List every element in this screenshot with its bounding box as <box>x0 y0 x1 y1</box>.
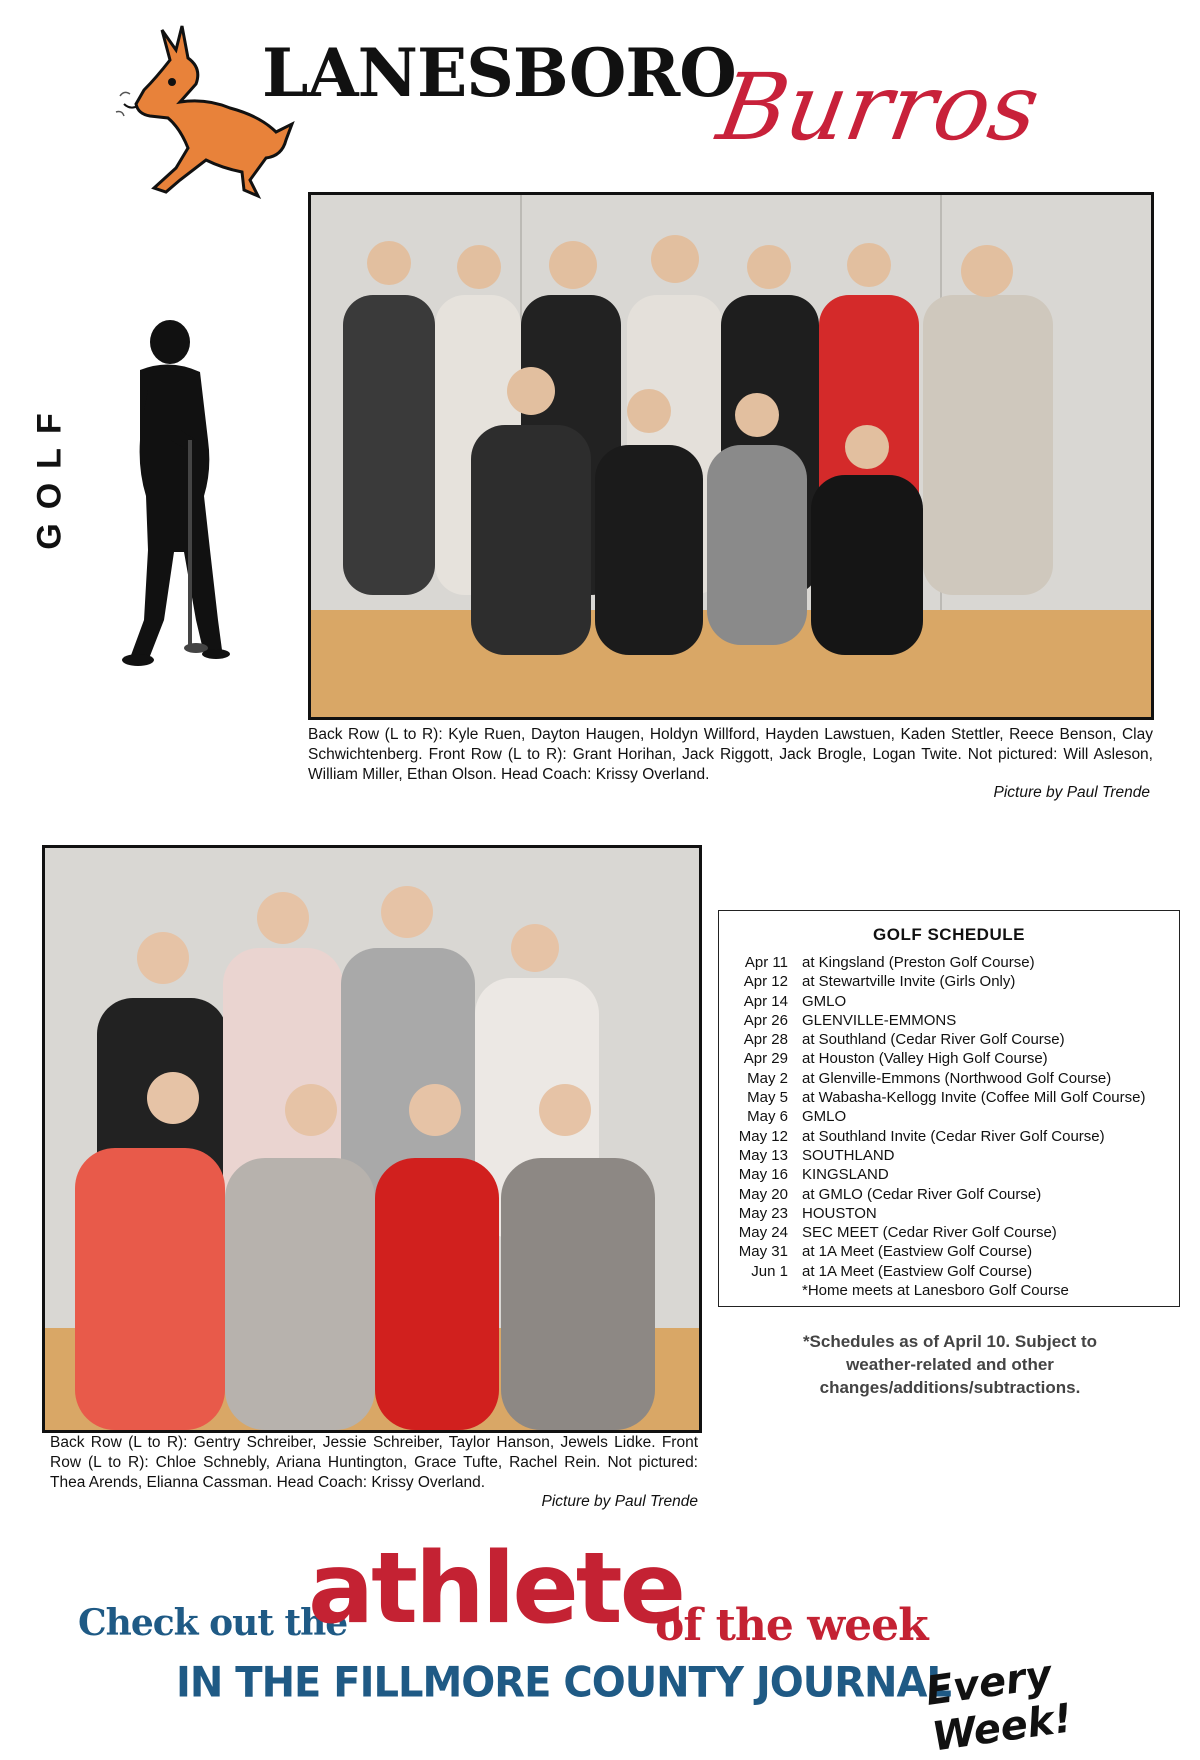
schedule-row <box>733 1223 1173 1242</box>
schedule-date: May 31 <box>738 1243 788 1261</box>
schedule-date: Jun 1 <box>751 1262 788 1280</box>
schedule-date: Apr 28 <box>743 1031 788 1049</box>
schedule-row <box>733 1088 1173 1107</box>
schedule-event: at 1A Meet (Eastview Golf Course) <box>802 1262 1033 1280</box>
schedule-date: May 16 <box>738 1166 788 1184</box>
schedule-row <box>733 1030 1173 1049</box>
page-title: LANESBORO <box>262 34 736 112</box>
schedule-date: Apr 26 <box>743 1011 788 1029</box>
banner-every-week-text: Every Week! <box>922 1651 1076 1760</box>
schedule-date: May 23 <box>738 1204 788 1222</box>
schedule-date: May 13 <box>738 1146 788 1164</box>
schedule-date: May 20 <box>738 1185 788 1203</box>
team-name-script: Burros <box>710 54 1047 161</box>
schedule-row <box>733 1069 1173 1088</box>
schedule-row <box>733 1185 1173 1204</box>
schedule-note: *Schedules as of April 10. Subject to weather-related and other changes/additions/subtractions. <box>802 1332 1098 1397</box>
schedule-row <box>733 1146 1173 1165</box>
schedule-list <box>733 953 1173 1300</box>
boys-team-photo <box>308 192 1154 720</box>
schedule-row <box>733 992 1173 1011</box>
boys-photo-caption: Back Row (L to R): Kyle Ruen, Dayton Haugen, Holdyn Willford, Hayden Lawstuen, Kaden Stettler, Reece Benson, Clay Schwichtenberg. Front Row (L to R): Grant Horihan, Jack Riggott, Jack Brogle, Logan Twite. Not pictured: Will Asleson, William Miller, Ethan Olson. Head Coach: Krissy Overland. <box>308 726 1153 783</box>
schedule-date: Apr 14 <box>743 992 788 1010</box>
girls-photo-caption: Back Row (L to R): Gentry Schreiber, Jessie Schreiber, Taylor Hanson, Jewels Lidke. Front Row (L to R): Chloe Schnebly, Ariana Huntington, Grace Tufte, Rachel Rein. Not pictured: Thea Arends, Elianna Cassman. Head Coach: Krissy Overland. <box>50 1434 698 1491</box>
schedule-row <box>733 1262 1173 1281</box>
schedule-event: KINGSLAND <box>802 1166 889 1184</box>
schedule-row <box>733 1107 1173 1126</box>
schedule-event: at GMLO (Cedar River Golf Course) <box>802 1185 1042 1203</box>
girls-photo-credit: Picture by Paul Trende <box>541 1493 698 1510</box>
schedule-event: at Wabasha-Kellogg Invite (Coffee Mill Golf Course) <box>802 1089 1146 1107</box>
schedule-event: at Houston (Valley High Golf Course) <box>802 1050 1048 1068</box>
boys-photo-credit: Picture by Paul Trende <box>993 784 1150 801</box>
schedule-event: GMLO <box>802 992 847 1010</box>
schedule-date: May 6 <box>747 1108 788 1126</box>
banner-athlete-text: athlete <box>308 1532 684 1646</box>
schedule-event: SOUTHLAND <box>802 1146 895 1164</box>
girls-team-photo <box>42 845 702 1433</box>
schedule-event: at Kingsland (Preston Golf Course) <box>802 954 1035 971</box>
schedule-title: GOLF SCHEDULE <box>873 925 1025 944</box>
sport-label: GOLF <box>30 399 69 550</box>
schedule-event: SEC MEET (Cedar River Golf Course) <box>802 1224 1057 1242</box>
schedule-row <box>733 1242 1173 1261</box>
schedule-date: Apr 12 <box>743 973 788 991</box>
golf-schedule-box <box>718 910 1180 1307</box>
schedule-event: GLENVILLE-EMMONS <box>802 1011 957 1029</box>
schedule-event: at Stewartville Invite (Girls Only) <box>802 973 1016 991</box>
banner-check-text: Check out the <box>78 1602 348 1644</box>
schedule-event: at 1A Meet (Eastview Golf Course) <box>802 1243 1033 1261</box>
schedule-row <box>733 1049 1173 1068</box>
schedule-event: HOUSTON <box>802 1204 877 1222</box>
schedule-row <box>733 1127 1173 1146</box>
schedule-row <box>733 972 1173 991</box>
schedule-row <box>733 1165 1173 1184</box>
golfer-silhouette-icon <box>100 320 260 670</box>
schedule-row <box>733 1204 1173 1223</box>
schedule-date: Apr 29 <box>743 1050 788 1068</box>
schedule-event: at Southland Invite (Cedar River Golf Course) <box>802 1127 1105 1145</box>
banner-journal-text: IN THE FILLMORE COUNTY JOURNAL <box>176 1658 951 1708</box>
schedule-row <box>733 1011 1173 1030</box>
schedule-row <box>733 1281 1173 1300</box>
schedule-date: May 2 <box>747 1069 788 1087</box>
schedule-event: at Glenville-Emmons (Northwood Golf Course) <box>802 1069 1112 1087</box>
schedule-date: May 5 <box>747 1089 788 1107</box>
schedule-event: *Home meets at Lanesboro Golf Course <box>802 1282 1069 1300</box>
schedule-date: Apr 11 <box>744 954 788 971</box>
schedule-event: at Southland (Cedar River Golf Course) <box>802 1031 1065 1049</box>
schedule-date: May 12 <box>738 1127 788 1145</box>
schedule-event: GMLO <box>802 1108 847 1126</box>
banner-of-the-week-text: of the week <box>655 1600 928 1651</box>
schedule-date: May 24 <box>738 1224 788 1242</box>
schedule-row <box>733 953 1173 972</box>
